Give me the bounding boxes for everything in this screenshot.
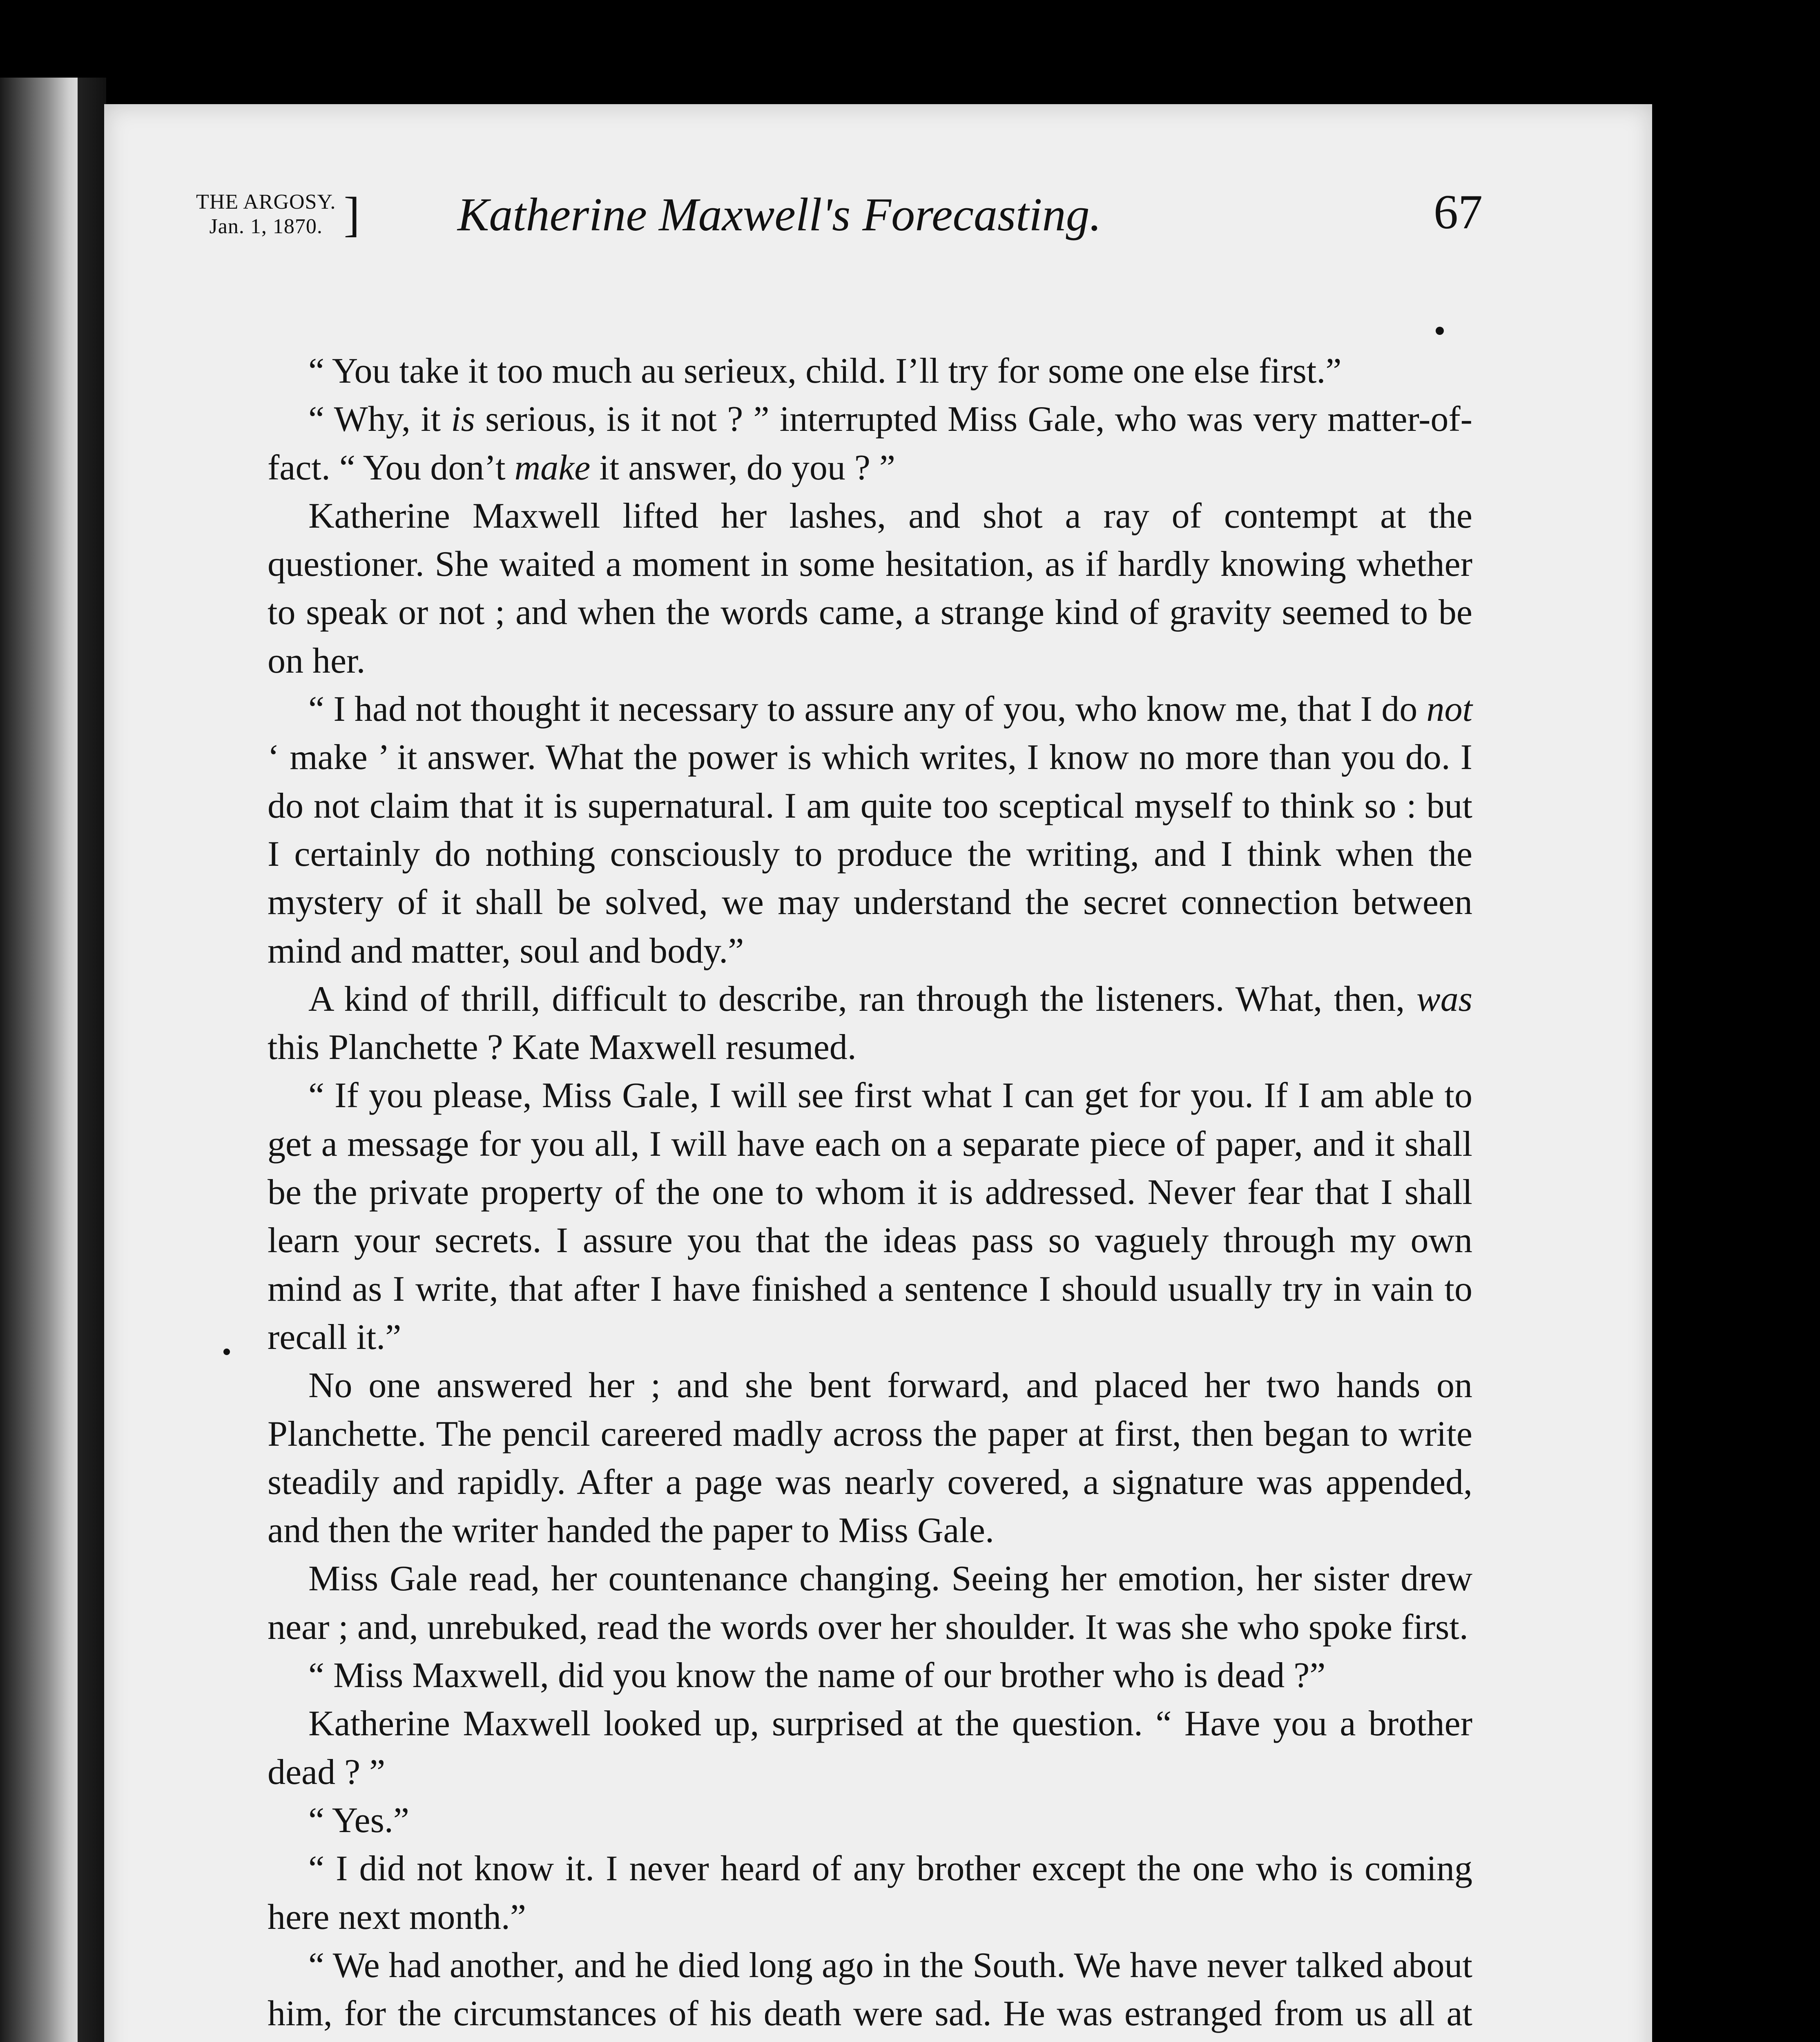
- paragraph: [268, 347, 1472, 395]
- text-run: “ I had not thought it necessary to assure any of you, who know me, that I do: [308, 689, 1427, 729]
- magazine-name: THE ARGOSY.: [196, 190, 336, 214]
- text-run: ‘ make ’ it answer. What the power is which writes, I know no more than you do. I do not claim that it is supernatural. I am quite too sceptical myself to think so : but I certainly do nothing consciously to produce the writing, and I think when the mystery of it shall be solved, we may understand the secret connection between mind and matter, soul and body.”: [268, 738, 1472, 971]
- paragraph: [268, 1700, 1472, 1797]
- paragraph: [268, 685, 1472, 975]
- paragraph: [268, 975, 1472, 1072]
- text-run: serious, is it not ? ” interrupted Miss Gale, who was very matter-of-fact. “ You don’t: [268, 399, 1472, 488]
- paragraph: [268, 395, 1472, 492]
- page-header: [196, 172, 1483, 261]
- paragraph: [268, 1555, 1472, 1652]
- text-run: it answer, do you ? ”: [590, 448, 895, 488]
- italic-text: was: [1416, 979, 1472, 1019]
- previous-page-edge: [0, 78, 86, 2042]
- text-run: No one answered her ; and she bent forward, and placed her two hands on Planchette. The pencil careered madly across the paper at first, then began to write steadily and rapidly. After a page was nearly covered, a signature was appended, and then the writer handed the paper to Miss Gale.: [268, 1366, 1472, 1551]
- italic-text: make: [514, 448, 591, 488]
- italic-text: not: [1426, 689, 1472, 729]
- text-run: this Planchette ? Kate Maxwell resumed.: [268, 1028, 856, 1068]
- paragraph: [268, 1942, 1472, 2042]
- text-run: “ Miss Maxwell, did you know the name of our brother who is dead ?”: [308, 1656, 1326, 1696]
- paragraph: [268, 1652, 1472, 1700]
- paragraph: [268, 1072, 1472, 1362]
- text-run: “ You take it too much au serieux, child. I’ll try for some one else first.”: [308, 351, 1342, 391]
- text-run: “ Yes.”: [308, 1800, 409, 1840]
- text-run: “ We had another, and he died long ago in the South. We have never talked about him, for the circumstances of his death were sad. He was estranged from us all at: [268, 1945, 1472, 2034]
- italic-text: is: [451, 399, 475, 439]
- magazine-date: Jan. 1, 1870.: [209, 215, 323, 238]
- page-gutter-shadow: [78, 78, 106, 2042]
- text-run: “ If you please, Miss Gale, I will see first what I can get for you. If I am able to get a message for you all, I will have each on a separate piece of paper, and it shall be the private property of the one to whom it is addressed. Never fear that I shall learn your secrets. I assure you that the ideas pass so vaguely through my own mind as I write, that after I have finished a sentence I should usually try in vain to recall it.”: [268, 1076, 1472, 1357]
- story-text: [268, 347, 1472, 2042]
- text-run: “ Why, it: [308, 399, 451, 439]
- text-run: Katherine Maxwell lifted her lashes, and shot a ray of contempt at the questioner. She waited a moment in some hesitation, as if hardly knowing whether to speak or not ; and when the words came, a strange kind of gravity seemed to be on her.: [268, 496, 1472, 681]
- text-run: A kind of thrill, difficult to describe, ran through the listeners. What, then,: [308, 979, 1417, 1019]
- magazine-reference: [196, 187, 361, 241]
- paragraph: [268, 492, 1472, 685]
- paragraph: [268, 1797, 1472, 1845]
- text-run: “ I did not know it. I never heard of any brother except the one who is coming here next month.”: [268, 1849, 1472, 1937]
- running-title: Katherine Maxwell's Forecasting.: [457, 189, 1102, 241]
- paragraph: [268, 1845, 1472, 1942]
- text-run: Miss Gale read, her countenance changing. Seeing her emotion, her sister drew near ; and, unrebuked, read the words over her shoulder. It was she who spoke first.: [268, 1559, 1472, 1647]
- bracket-glyph: ]: [343, 187, 361, 241]
- text-run: Katherine Maxwell looked up, surprised at the question. “ Have you a brother dead ? ”: [268, 1704, 1472, 1792]
- paragraph: [268, 1362, 1472, 1555]
- page-number: 67: [1434, 185, 1483, 239]
